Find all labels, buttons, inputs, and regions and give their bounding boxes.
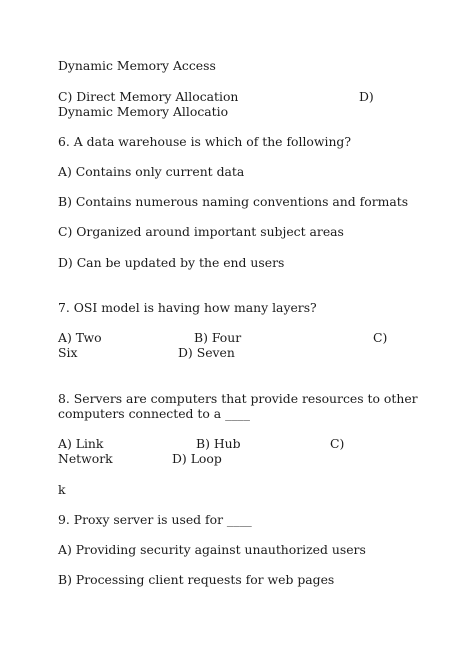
question-8-option-d: D) Loop [172, 451, 222, 466]
question-7-option-c-text: Six [58, 345, 78, 360]
question-7-option-b: B) Four [194, 330, 242, 345]
question-9: 9. Proxy server is used for ____ [58, 512, 252, 527]
question-8-option-c-text: Network [58, 451, 113, 466]
question-6-option-c: C) Organized around important subject areas [58, 224, 344, 239]
answer-text: Dynamic Memory Access [58, 58, 216, 73]
question-7-option-a: A) Two [58, 330, 102, 345]
question-9-option-b: B) Processing client requests for web pages [58, 572, 335, 587]
question-6-option-a: A) Contains only current data [58, 164, 245, 179]
question-7: 7. OSI model is having how many layers? [58, 300, 317, 315]
question-6-option-b: B) Contains numerous naming conventions and formats [58, 194, 409, 209]
question-7-option-c-label: C) [373, 330, 388, 345]
stray-character: k [58, 482, 66, 497]
question-8-option-b: B) Hub [196, 436, 241, 451]
option-d-label: D) [359, 89, 374, 104]
question-7-option-d: D) Seven [178, 345, 235, 360]
question-9-option-a: A) Providing security against unauthorized users [58, 542, 366, 557]
question-6: 6. A data warehouse is which of the following? [58, 134, 352, 149]
option-c: C) Direct Memory Allocation [58, 89, 239, 104]
question-8-option-a: A) Link [58, 436, 104, 451]
question-8-line-2: computers connected to a ____ [58, 406, 250, 421]
option-d-text: Dynamic Memory Allocatio [58, 104, 229, 119]
question-8-line-1: 8. Servers are computers that provide resources to other [58, 391, 418, 406]
question-6-option-d: D) Can be updated by the end users [58, 255, 285, 270]
question-8-option-c-label: C) [330, 436, 345, 451]
